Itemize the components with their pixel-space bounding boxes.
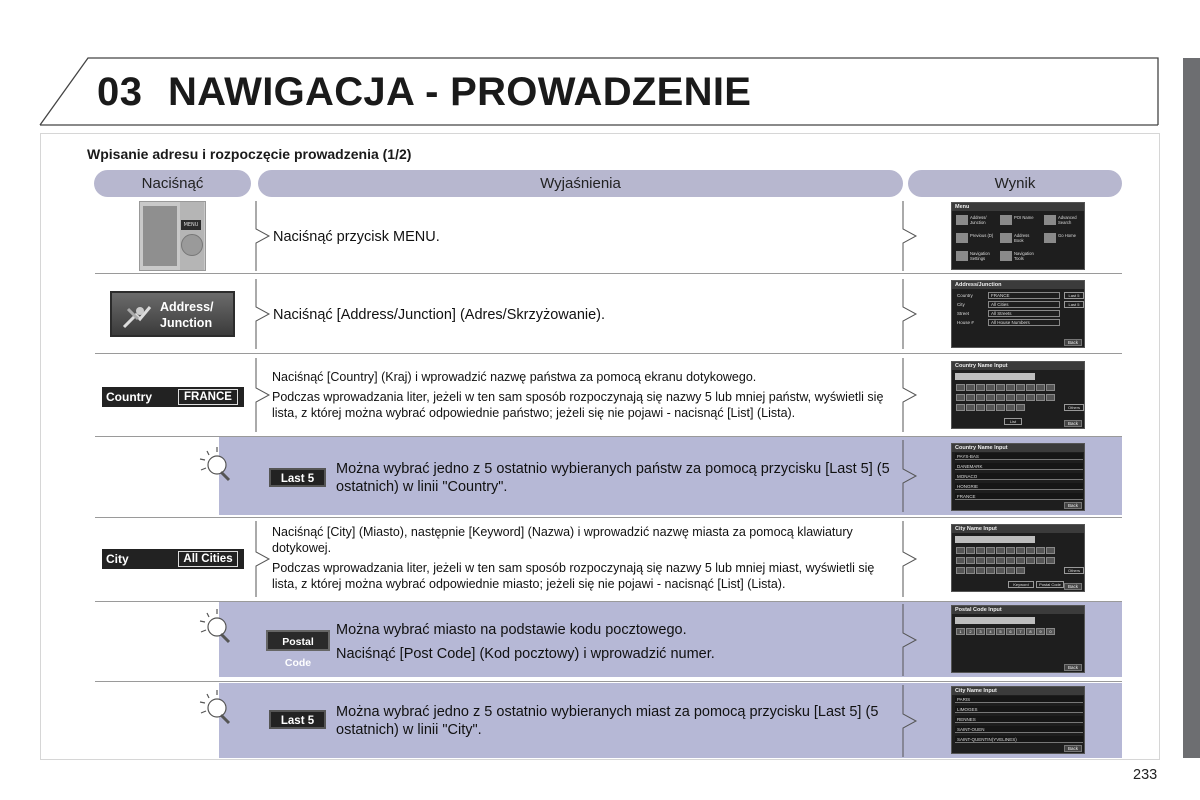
thumb-field-row: Country FRANCE — [955, 292, 1061, 300]
junction-icon — [120, 301, 154, 331]
thumb-title: Country Name Input — [955, 363, 1008, 369]
thumb-menu-item: Address/ Junction — [956, 213, 996, 229]
thumb-back: Back — [1064, 583, 1082, 590]
result-screen-city-input — [951, 524, 1085, 592]
row-5-paragraph-1: Naciśnąć [City] (Miasto), następnie [Keyword] (Nazwa) i wprowadzić nazwę miasta za pomocą klawiatury dotykowej. — [272, 525, 853, 555]
thumb-list-item: RENNES — [955, 716, 1083, 723]
chevron-right-icon — [902, 440, 920, 512]
thumb-menu-item: Address Book — [1000, 231, 1040, 247]
result-screen-address — [951, 280, 1085, 348]
country-field — [102, 387, 244, 407]
thumb-field-row: Street All Streets — [955, 310, 1061, 318]
chevron-left-icon — [255, 201, 273, 271]
result-screen-city-list — [951, 686, 1085, 754]
lightbulb-icon — [197, 688, 237, 728]
thumb-title: Menu — [955, 204, 970, 210]
thumb-list-item: PARIS — [955, 696, 1083, 703]
address-label-1: Address/ — [160, 300, 214, 314]
thumb-list: List — [1004, 418, 1022, 425]
row-6-line-2: Naciśnąć [Post Code] (Kod pocztowy) i wprowadzić numer. — [336, 646, 715, 662]
row-separator — [95, 436, 1122, 437]
row-6-text — [336, 621, 891, 663]
chevron-right-icon — [902, 358, 920, 432]
thumb-postal: Postal Code — [1036, 581, 1064, 588]
menu-button-photo — [139, 201, 206, 271]
column-header-explain: Wyjaśnienia — [258, 170, 903, 197]
row-6-line-1: Można wybrać miasto na podstawie kodu pocztowego. — [336, 622, 687, 638]
address-label-2: Junction — [160, 316, 213, 330]
city-value: All Cities — [178, 551, 238, 567]
thumb-list-item: HONGRIE — [955, 483, 1083, 490]
row-3-paragraph-2: Podczas wprowadzania liter, jeżeli w ten sam sposób rozpoczynają się nazwy 5 lub mniej państw, wyświetli się lista, z której można wybrać odpowiednie państwo; jeżeli się nie pojawi - nacisnąć [List] (Lista). — [272, 390, 884, 420]
postal-code-button: Postal Code — [266, 630, 330, 651]
lightbulb-icon — [197, 445, 237, 485]
thumb-title: Address/Junction — [955, 282, 1002, 288]
chevron-right-icon — [902, 279, 920, 349]
thumb-others: Others — [1064, 567, 1084, 574]
thumb-last5: Last 5 — [1064, 301, 1084, 308]
thumb-menu-item: Advanced Search — [1044, 213, 1084, 229]
row-5-text — [272, 524, 897, 596]
section-title: Wpisanie adresu i rozpoczęcie prowadzenia (1/2) — [87, 146, 412, 162]
result-screen-menu — [951, 202, 1085, 270]
thumb-title: Country Name Input — [955, 445, 1008, 451]
thumb-back: Back — [1064, 664, 1082, 671]
thumb-field-row: House # All House Numbers — [955, 319, 1061, 327]
row-separator — [95, 601, 1122, 602]
row-1-text: Naciśnąć przycisk MENU. — [273, 229, 440, 245]
thumb-list-item: MONACO — [955, 473, 1083, 480]
thumb-others: Others — [1064, 404, 1084, 411]
chevron-right-icon — [902, 685, 920, 757]
thumb-list-item: FRANCE — [955, 493, 1083, 500]
thumb-field-row: City All Cities — [955, 301, 1061, 309]
thumb-title: City Name Input — [955, 688, 997, 694]
thumb-input — [955, 373, 1035, 380]
row-2-text: Naciśnąć [Address/Junction] (Adres/Skrzyżowanie). — [273, 307, 606, 323]
city-field — [102, 549, 244, 569]
address-junction-button — [110, 291, 235, 337]
menu-button: MENU — [181, 220, 201, 230]
thumb-title: Postal Code Input — [955, 607, 1002, 613]
thumb-menu-item: Navigation Settings — [956, 249, 996, 265]
chevron-right-icon — [902, 521, 920, 597]
thumb-menu-item: Navigation Tools — [1000, 249, 1040, 265]
thumb-back: Back — [1064, 502, 1082, 509]
thumb-title: City Name Input — [955, 526, 997, 532]
thumb-input — [955, 617, 1035, 624]
thumb-last5: Last 5 — [1064, 292, 1084, 299]
side-tab — [1183, 58, 1200, 758]
country-value: FRANCE — [178, 389, 238, 405]
city-label: City — [106, 552, 129, 566]
row-separator — [95, 681, 1122, 682]
thumb-menu-item: Go Home — [1044, 231, 1084, 247]
rotary-knob — [181, 234, 203, 256]
result-screen-country-list — [951, 443, 1085, 511]
lightbulb-icon — [197, 607, 237, 647]
thumb-list-item: SAINT-OUEN — [955, 726, 1083, 733]
thumb-list-item: DANEMARK — [955, 463, 1083, 470]
country-label: Country — [106, 390, 152, 404]
thumb-back: Back — [1064, 339, 1082, 346]
thumb-input — [955, 536, 1035, 543]
page-number: 233 — [1133, 767, 1158, 783]
row-4-text: Można wybrać jedno z 5 ostatnio wybieranych państw za pomocą przycisku [Last 5] (5 ostatnich) w linii "Country". — [336, 461, 890, 495]
result-screen-postal-input: Postal Code Input 1 2 3 4 5 6 7 8 9 0 Back — [951, 605, 1085, 673]
thumb-menu-item: Previous (D) — [956, 231, 996, 247]
row-3-paragraph-1: Naciśnąć [Country] (Kraj) i wprowadzić nazwę państwa za pomocą ekranu dotykowego. — [272, 370, 757, 384]
thumb-list-item: PAYS-BAS — [955, 453, 1083, 460]
chapter-number: 03 — [97, 70, 143, 114]
thumb-keyword: Keyword — [1008, 581, 1034, 588]
chevron-right-icon — [902, 604, 920, 676]
row-separator — [95, 517, 1122, 518]
thumb-menu-item: POI Name — [1000, 213, 1040, 229]
result-screen-country-input — [951, 361, 1085, 429]
last5-country-button: Last 5 — [269, 468, 326, 487]
last5-city-button: Last 5 — [269, 710, 326, 729]
row-separator — [95, 273, 1122, 274]
column-header-result: Wynik — [908, 170, 1122, 197]
column-header-press: Naciśnąć — [94, 170, 251, 197]
thumb-back: Back — [1064, 420, 1082, 427]
chevron-left-icon — [255, 358, 273, 432]
screen-panel — [143, 206, 177, 266]
row-3-text — [272, 369, 897, 425]
row-7-text: Można wybrać jedno z 5 ostatnio wybieranych miast za pomocą przycisku [Last 5] (5 ostatnich) w linii "City". — [336, 704, 879, 738]
chapter-title: NAWIGACJA - PROWADZENIE — [168, 70, 752, 114]
row-separator — [95, 353, 1122, 354]
thumb-back: Back — [1064, 745, 1082, 752]
chevron-left-icon — [255, 521, 273, 597]
chevron-right-icon — [902, 201, 920, 271]
thumb-list-item: SAINT-QUENTIN(YVELINES) — [955, 736, 1083, 743]
row-5-paragraph-2: Podczas wprowadzania liter, jeżeli w ten sam sposób rozpoczynają się nazwy 5 lub mniej miast, wyświetli się lista, z której można wybrać odpowiednie miasto; jeżeli się nie pojawi - nacisnąć [List] (Lista). — [272, 561, 875, 591]
thumb-list-item: LIMOGES — [955, 706, 1083, 713]
chevron-left-icon — [255, 279, 273, 349]
